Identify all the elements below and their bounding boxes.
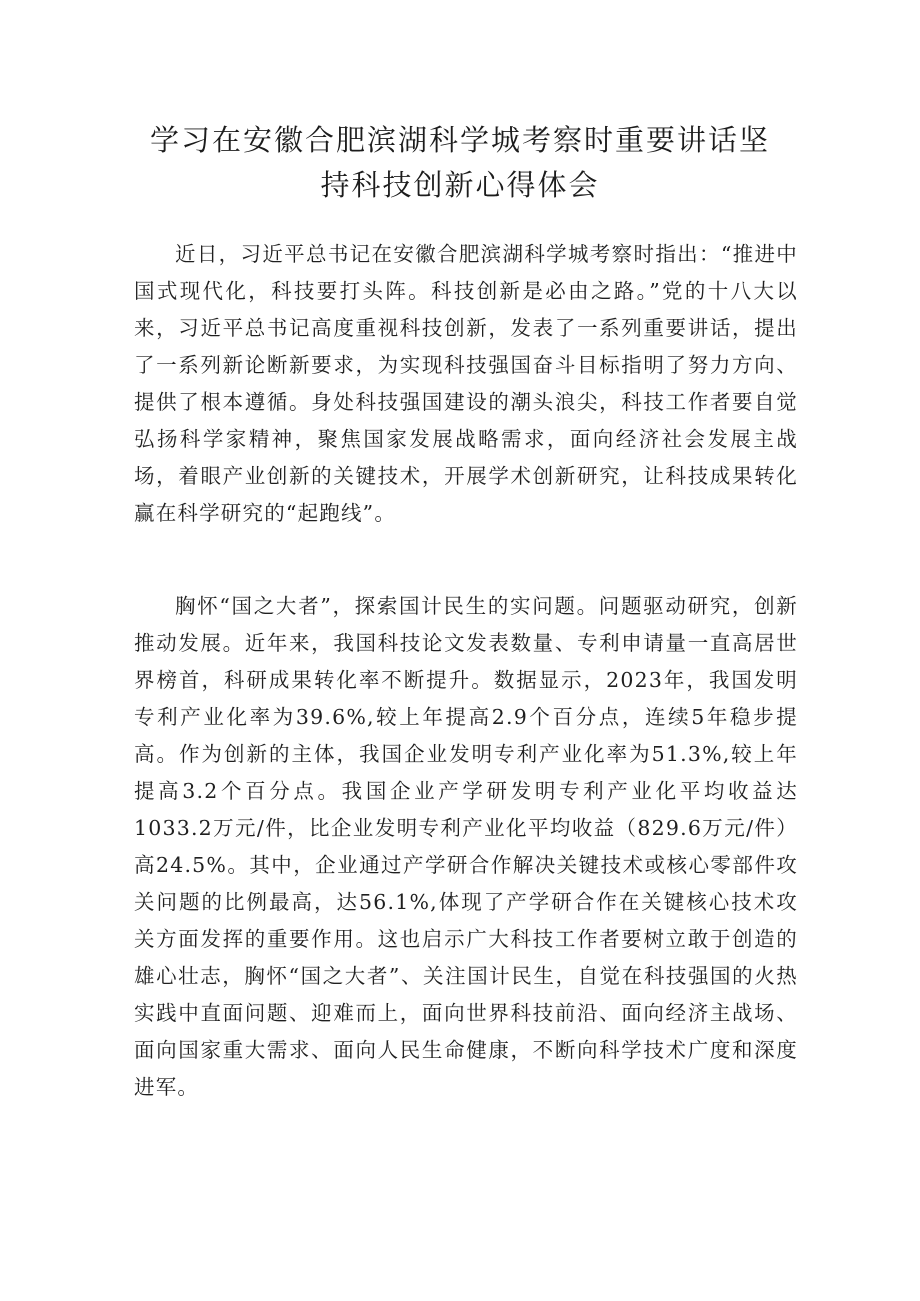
paragraph-1: 近日，习近平总书记在安徽合肥滨湖科学城考察时指出：“推进中国式现代化，科技要打头阵。科技创新是必由之路。”党的十八大以来，习近平总书记高度重视科技创新，发表了一系列重要讲话，提出了一系列新论断新要求，为实现科技强国奋斗目标指明了努力方向、提供了根本遵循。身处科技强国建设的潮头浪尖，科技工作者要自觉弘扬科学家精神，聚焦国家发展战略需求，面向经济社会发展主战场，着眼产业创新的关键技术，开展学术创新研究，让科技成果转化赢在科学研究的“起跑线”。 [134,242,798,525]
document-title: 学习在安徽合肥滨湖科学城考察时重要讲话坚持科技创新心得体会 [149,123,770,202]
paragraph-2: 胸怀“国之大者”，探索国计民生的实问题。问题驱动研究，创新推动发展。近年来，我国科技论文发表数量、专利申请量一直高居世界榜首，科研成果转化率不断提升。数据显示，2023年，我国发明专利产业化率为39.6%,较上年提高2.9个百分点，连续5年稳步提高。作为创新的主体，我国企业发明专利产业化率为51.3%,较上年提高3.2个百分点。我国企业产学研发明专利产业化平均收益达1033.2万元/件，比企业发明专利产业化平均收益（829.6万元/件）高24.5%。其中，企业通过产学研合作解决关键技术或核心零部件攻关问题的比例最高，达56.1%,体现了产学研合作在关键核心技术攻关方面发挥的重要作用。这也启示广大科技工作者要树立敢于创造的雄心壮志，胸怀“国之大者”、关注国计民生，自觉在科技强国的火热实践中直面问题、迎难而上，面向世界科技前沿、面向经济主战场、面向国家重大需求、面向人民生命健康，不断向科学技术广度和深度进军。 [134,594,798,1099]
